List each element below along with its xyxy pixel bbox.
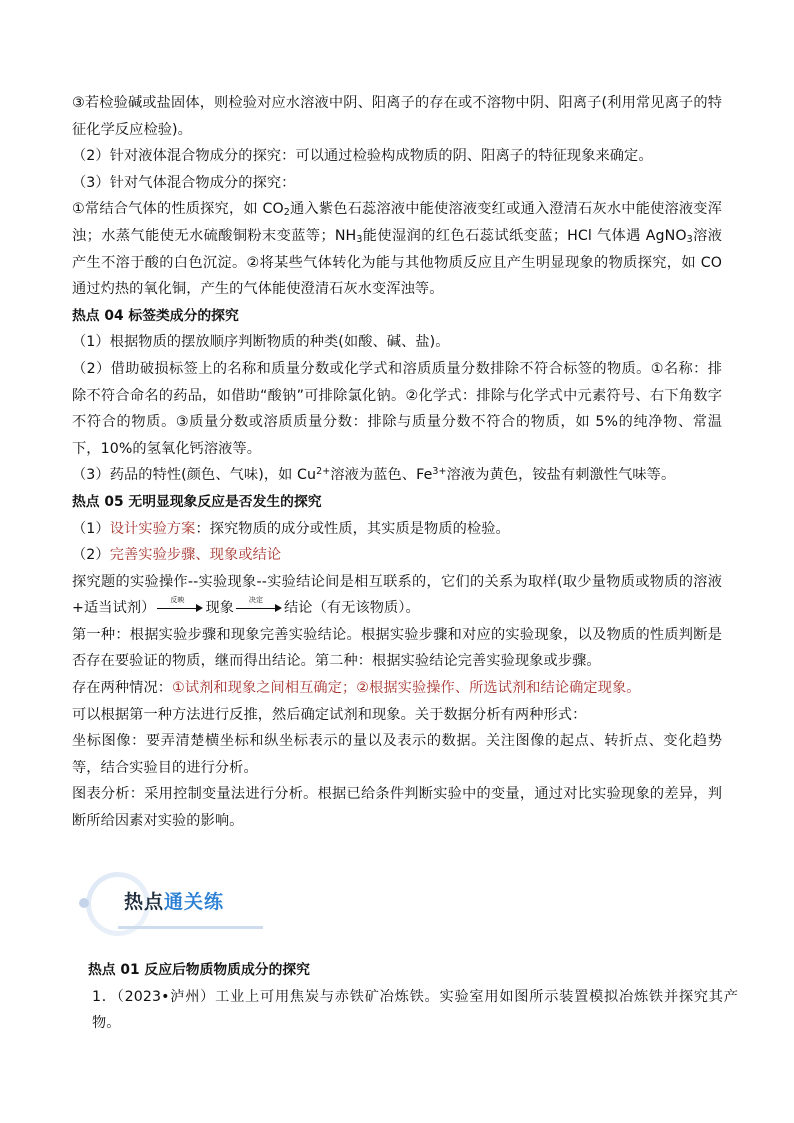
highlight-text: 设计实验方案 [109, 520, 196, 537]
section-heading: 热点 04 标签类成分的探究 [72, 307, 239, 324]
text: 现象 [205, 600, 235, 617]
paragraph: 图表分析：采用控制变量法进行分析。根据已给条件判断实验中的变量，通过对比实验现象的差异，判断所给因素对实验的影响。 [72, 786, 722, 830]
arrow-label: 反映 [170, 596, 185, 605]
reaction-arrow [157, 596, 203, 613]
text: （1） [72, 520, 110, 537]
text: 溶液为蓝色、Fe [330, 467, 433, 484]
paragraph: （2）借助破损标签上的名称和质量分数或化学式和溶质质量分数排除不符合标签的物质。①名称：排除不符合命名的药品，如借助“酸钠”可排除氯化钠。②化学式：排除与化学式中元素符号、右下角数字不符合的物质。③质量分数或溶质质量分数：排除与质量分数不符合的物质，如 5%的纯净物、常温下，10%的氢氧化钙溶液等。 [72, 360, 722, 457]
document-body [72, 90, 722, 835]
paragraph: （1）根据物质的摆放顺序判断物质的种类(如酸、碱、盐)。 [72, 334, 450, 351]
text: 结论（有无该物质）。 [284, 600, 420, 617]
subscript: 2 [283, 207, 290, 219]
banner-title [124, 887, 224, 914]
practice-section [88, 957, 738, 1037]
paragraph [72, 462, 722, 489]
text: ：探究物质的成分或性质，其实质是物质的检验。 [195, 520, 510, 537]
paragraph [72, 196, 722, 302]
banner-title-part1: 热点 [124, 891, 165, 913]
superscript: 2+ [316, 466, 331, 478]
text: 能使湿润的红色石蕊试纸变蓝；HCl 气体遇 AgNO [362, 227, 687, 244]
paragraph: （3）针对气体混合物成分的探究： [72, 174, 296, 191]
subscript: 3 [356, 233, 363, 245]
paragraph: ③若检验碱或盐固体，则检验对应水溶液中阴、阳离子的存在或不溶物中阴、阳离子(利用常见离子的特征化学反应检验)。 [72, 95, 722, 138]
subscript: 3 [686, 233, 693, 245]
arrow-label: 决定 [248, 596, 264, 605]
highlight-text: ①试剂和现象之间相互确定；②根据实验操作、所选试剂和结论确定现象。 [172, 680, 641, 697]
section-heading: 热点 01 反应后物质物质成分的探究 [88, 962, 310, 978]
text: （3）药品的特性(颜色、气味)，如 Cu [72, 467, 317, 484]
text: （2） [72, 547, 110, 564]
reaction-arrow [236, 596, 282, 613]
text: 溶液产生不溶于酸的白色沉淀。②将某些气体转化为能与其他物质反应且产生明显现象的物质探究，如 CO 通过灼热的氧化铜，产生的气体能使澄清石灰水变浑浊等。 [72, 227, 722, 298]
paragraph [72, 516, 722, 543]
superscript: 3+ [432, 466, 447, 478]
paragraph [72, 569, 722, 622]
text: 探究题的实验操作--实验现象--实验结论间是相互联系的，它们的关系为取样(取少量物质或物质的溶液+适当试剂） [72, 573, 722, 617]
text: 存在两种情况： [72, 680, 173, 697]
paragraph: 可以根据第一种方法进行反推，然后确定试剂和现象。关于数据分析有两种形式： [72, 706, 587, 723]
text: ①常结合气体的性质探究，如 CO [72, 201, 284, 218]
paragraph: （2）针对液体混合物成分的探究：可以通过检验构成物质的阴、阳离子的特征现象来确定。 [72, 148, 653, 165]
banner-title-part2: 通关练 [164, 891, 225, 913]
paragraph [72, 542, 722, 569]
text: 通入紫色石蕊溶液中能使溶液变红或通入澄清石灰水中能使溶液变浑浊；水蒸气能使无水硫酸铜粉末变蓝等；NH [72, 201, 722, 244]
paragraph: 坐标图像：要弄清楚横坐标和纵坐标表示的量以及表示的数据。关注图像的起点、转折点、变化趋势等，结合实验目的进行分析。 [72, 733, 722, 776]
text: 溶液为黄色，铵盐有刺激性气味等。 [446, 467, 676, 484]
paragraph [72, 675, 722, 702]
question: 1．（2023•泸州）工业上可用焦炭与赤铁矿冶炼铁。实验室用如图所示装置模拟冶炼铁并探究其产物。 [92, 988, 738, 1032]
section-heading: 热点 05 无明显现象反应是否发生的探究 [72, 493, 322, 510]
highlight-text: 完善实验步骤、现象或结论 [109, 547, 282, 564]
paragraph: 第一种：根据实验步骤和现象完善实验结论。根据实验步骤和对应的实验现象，以及物质的性质判断是否存在要验证的物质，继而得出结论。第二种：根据实验结论完善实验现象或步骤。 [72, 626, 722, 670]
